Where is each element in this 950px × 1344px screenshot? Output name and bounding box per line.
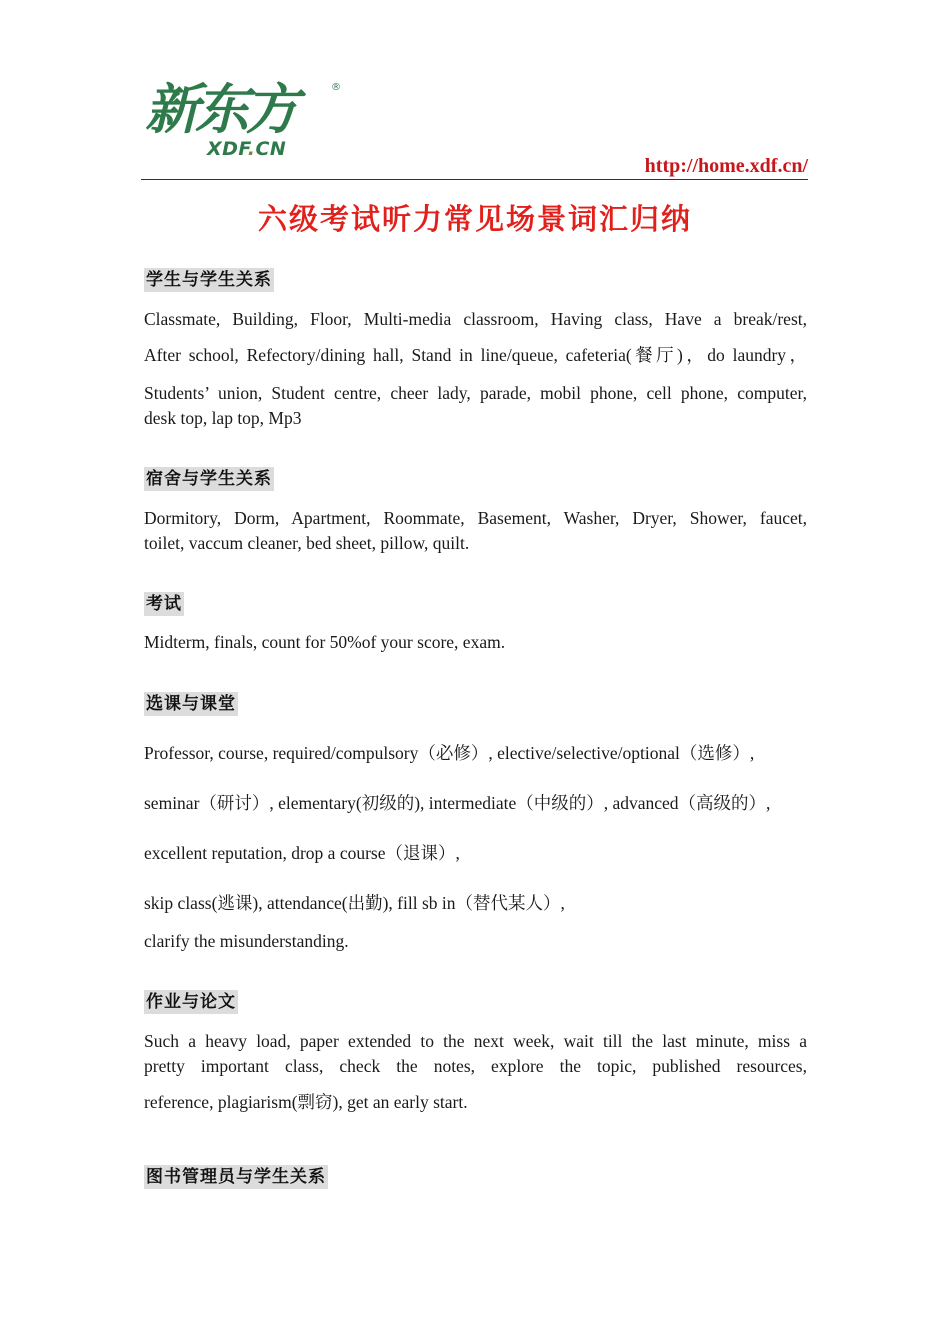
body-line: Such a heavy load, paper extended to the next week, wait till the last minute, miss a xyxy=(144,1031,807,1051)
document-title: 六级考试听力常见场景词汇归纳 xyxy=(257,202,692,236)
body-line: clarify the misunderstanding. xyxy=(144,931,349,951)
body-line: pretty important class, check the notes, explore the topic, published resources, xyxy=(144,1056,807,1076)
section-heading-librarian: 图书管理员与学生关系 xyxy=(146,1167,326,1187)
body-line: toilet, vaccum cleaner, bed sheet, pillow, quilt. xyxy=(144,533,470,553)
section-heading-dormitory: 宿舍与学生关系 xyxy=(146,469,272,489)
body-line: After school, Refectory/dining hall, Stand in line/queue, cafeteria(餐厅)，do laundry， xyxy=(144,345,807,365)
body-line: Students’ union, Student centre, cheer lady, parade, mobil phone, cell phone, computer, xyxy=(144,383,807,403)
body-line: Midterm, finals, count for 50%of your score, exam. xyxy=(144,632,506,652)
body-line: Dormitory, Dorm, Apartment, Roommate, Basement, Washer, Dryer, Shower, faucet, xyxy=(144,508,807,528)
body-line: Professor, course, required/compulsory（必修）, elective/selective/optional（选修）, xyxy=(144,743,755,763)
logo-english-text xyxy=(207,138,286,160)
body-line: seminar（研讨）, elementary(初级的), intermediate（中级的）, advanced（高级的）, xyxy=(144,793,771,813)
section-heading-exams: 考试 xyxy=(146,594,182,614)
body-line: desk top, lap top, Mp3 xyxy=(144,408,302,428)
body-line: skip class(逃课), attendance(出勤), fill sb in（替代某人）, xyxy=(144,893,565,913)
xdf-logo xyxy=(145,80,355,164)
header-url-link[interactable]: http://home.xdf.cn/ xyxy=(644,155,808,177)
logo-en-cn: CN xyxy=(255,138,287,160)
section-heading-courses: 选课与课堂 xyxy=(146,694,236,714)
section-heading-homework: 作业与论文 xyxy=(146,992,236,1012)
body-line: reference, plagiarism(剽窃), get an early start. xyxy=(144,1092,468,1112)
body-line: excellent reputation, drop a course（退课）, xyxy=(144,843,460,863)
section-heading-student-relations: 学生与学生关系 xyxy=(146,270,272,290)
body-line: Classmate, Building, Floor, Multi-media classroom, Having class, Have a break/rest, xyxy=(144,309,807,329)
logo-en-xdf: XDF xyxy=(207,138,248,160)
header-divider xyxy=(141,179,808,180)
registered-mark: ® xyxy=(331,82,341,93)
logo-chinese-text: 新东方 xyxy=(145,78,295,141)
logo-en-dot: . xyxy=(247,138,256,160)
